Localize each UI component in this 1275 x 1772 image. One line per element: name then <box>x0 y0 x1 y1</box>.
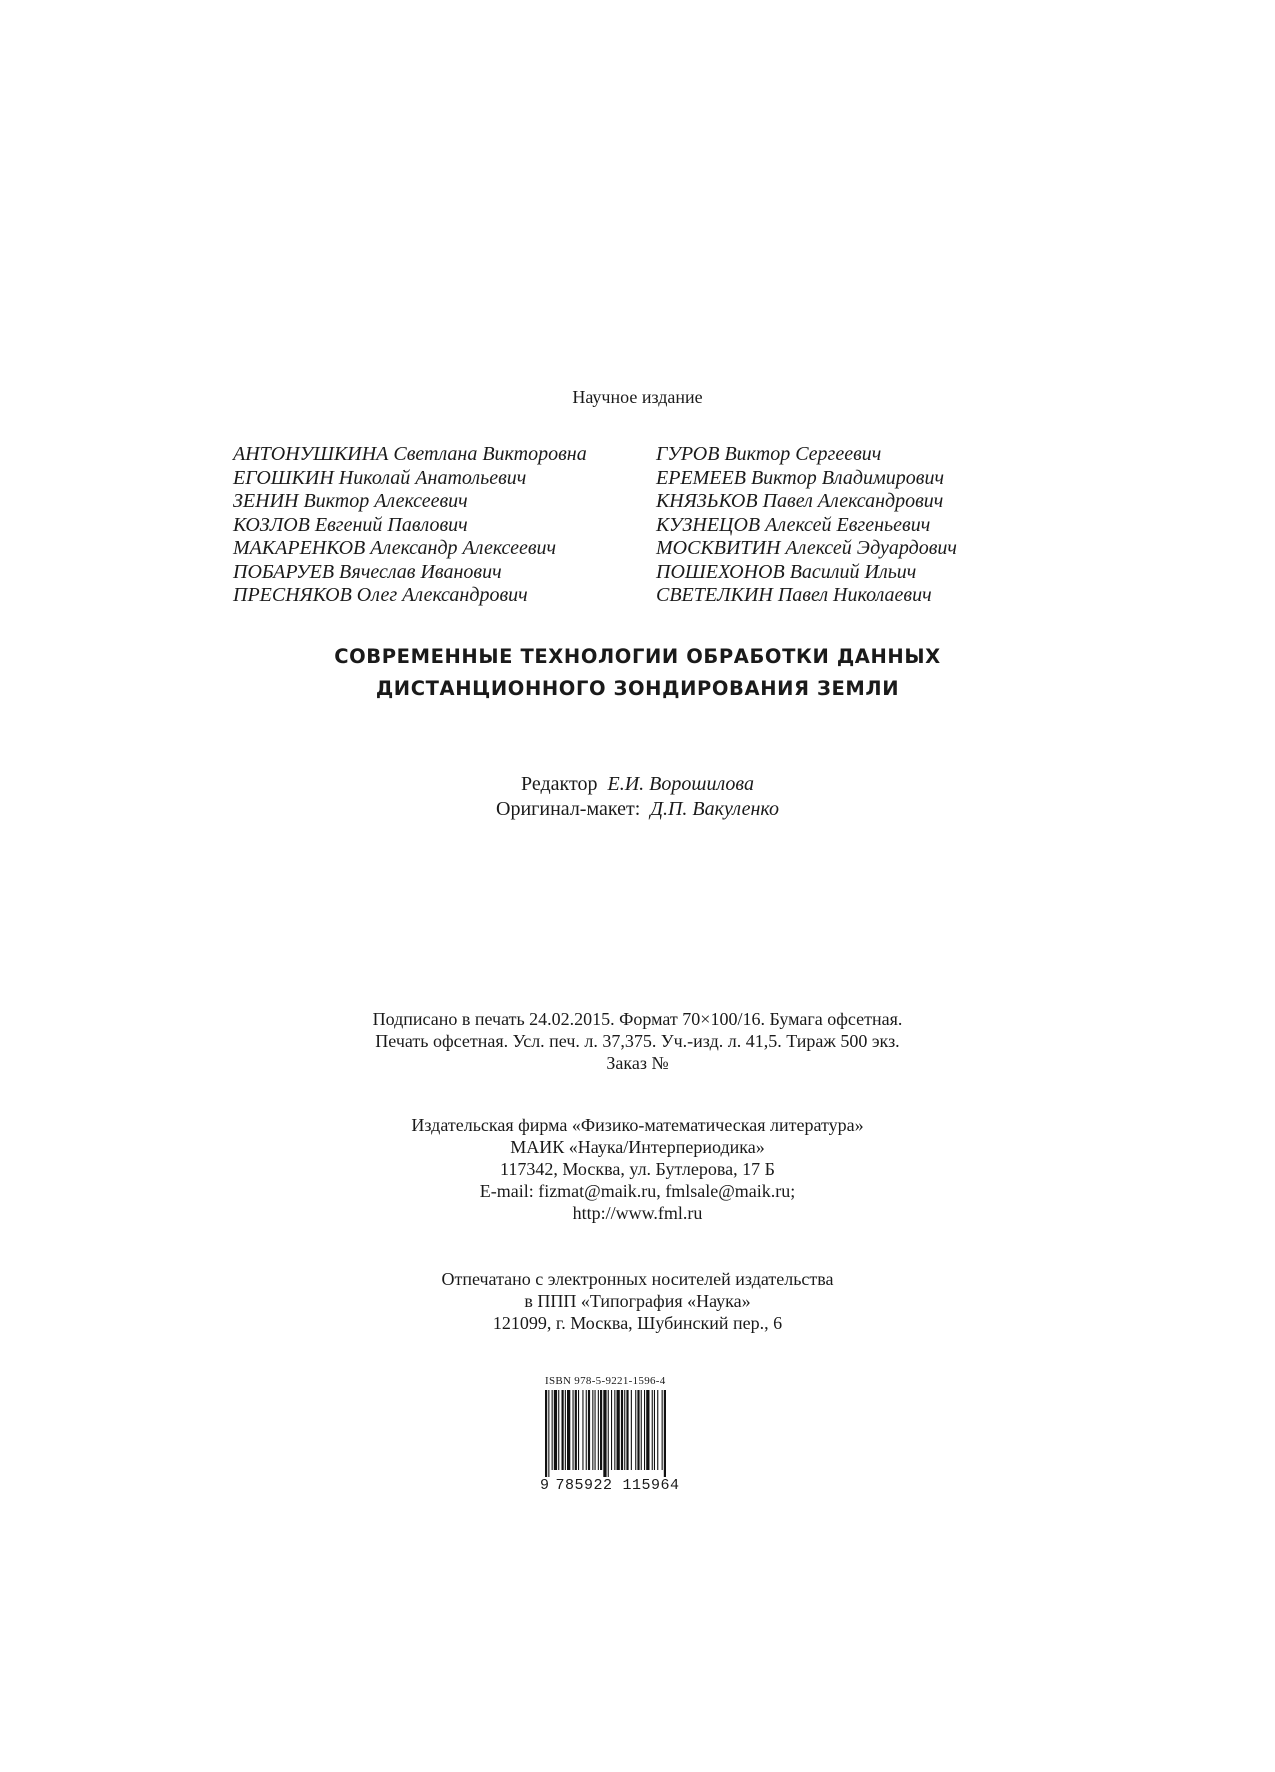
barcode-bar <box>554 1390 557 1470</box>
author-name: МОСКВИТИН Алексей Эдуардович <box>656 537 957 559</box>
barcode-bar <box>598 1390 599 1470</box>
barcode-bar <box>565 1390 566 1470</box>
printer-line: Отпечатано с электронных носителей издательства <box>441 1269 834 1289</box>
author-name: ПОБАРУЕВ Вячеслав Иванович <box>233 560 502 583</box>
print-info-line: Подписано в печать 24.02.2015. Формат 70×100/16. Бумага офсетная. <box>372 1009 903 1029</box>
author-name: ПОШЕХОНОВ Василий Ильич <box>656 560 917 583</box>
author-name: ЗЕНИН Виктор Алексеевич <box>233 490 468 512</box>
barcode-bar <box>603 1390 606 1477</box>
author-name: ЕРЕМЕЕВ Виктор Владимирович <box>656 466 944 489</box>
publisher-line: http://www.fml.ru <box>572 1203 703 1223</box>
editor-name: Е.И. Ворошилова <box>607 773 754 795</box>
barcode-bar <box>631 1390 632 1470</box>
barcode-bar <box>654 1390 655 1470</box>
barcode-bar <box>582 1390 583 1470</box>
barcode-icon <box>543 1390 693 1477</box>
barcode-bar <box>588 1390 590 1470</box>
barcode-bar <box>637 1390 639 1470</box>
author-name: ГУРОВ Виктор Сергеевич <box>656 443 882 465</box>
author-name: КОЗЛОВ Евгений Павлович <box>233 513 468 536</box>
barcode-bar <box>562 1390 564 1470</box>
barcode-bar <box>657 1390 658 1470</box>
authors-column-right <box>656 443 957 608</box>
barcode-bar <box>608 1390 609 1477</box>
layout-name: Д.П. Вакуленко <box>650 798 779 820</box>
author-name: ПРЕСНЯКОВ Олег Александрович <box>233 584 528 606</box>
barcode-bar <box>626 1390 628 1470</box>
barcode-bar <box>646 1390 649 1470</box>
barcode-bar <box>548 1390 549 1477</box>
book-title-line: СОВРЕМЕННЫЕ ТЕХНОЛОГИИ ОБРАБОТКИ ДАННЫХ <box>334 645 941 668</box>
book-title <box>0 641 1275 705</box>
barcode-bar <box>558 1390 559 1470</box>
publisher-line: 117342, Москва, ул. Бутлерова, 17 Б <box>500 1159 775 1179</box>
barcode-bar <box>578 1390 579 1470</box>
printer-info <box>0 1268 1275 1334</box>
barcode-bar <box>552 1390 553 1470</box>
barcode-bar <box>611 1390 612 1470</box>
authors-column-left <box>233 443 587 608</box>
author-name: АНТОНУШКИНА Светлана Викторовна <box>233 443 587 465</box>
author-name: КНЯЗЬКОВ Павел Александрович <box>656 490 944 512</box>
book-title-line: ДИСТАНЦИОННОГО ЗОНДИРОВАНИЯ ЗЕМЛИ <box>375 677 900 700</box>
barcode-bar <box>641 1390 642 1470</box>
layout-credit <box>0 797 1275 822</box>
barcode-bar <box>567 1390 570 1470</box>
print-info-line: Печать офсетная. Усл. печ. л. 37,375. Уч.-изд. л. 41,5. Тираж 500 экз. <box>375 1031 900 1051</box>
barcode-bar <box>664 1390 666 1477</box>
author-name: СВЕТЕЛКИН Павел Николаевич <box>656 584 932 606</box>
barcode-digit-first: 9 <box>540 1477 550 1494</box>
barcode-digits-left: 785922 <box>555 1477 613 1494</box>
barcode-bar <box>592 1390 593 1470</box>
printer-line: в ППП «Типография «Наука» <box>524 1291 751 1311</box>
edition-type: Научное издание <box>572 387 703 407</box>
author-name: МАКАРЕНКОВ Александр Алексеевич <box>233 537 557 559</box>
publisher-line: E-mail: fizmat@maik.ru, fmlsale@maik.ru; <box>479 1181 796 1201</box>
barcode-bar <box>545 1390 547 1477</box>
barcode-bar <box>624 1390 625 1470</box>
publisher-line: МАИК «Наука/Интерпериодика» <box>510 1137 765 1157</box>
barcode-bar <box>644 1390 645 1470</box>
publisher-info <box>0 1114 1275 1224</box>
printer-line: 121099, г. Москва, Шубинский пер., 6 <box>492 1313 783 1333</box>
layout-label: Оригинал-макет: <box>496 798 641 820</box>
isbn-label: ISBN 978-5-9221-1596-4 <box>545 1375 666 1387</box>
editor-label: Редактор <box>521 773 598 795</box>
editor-credit <box>0 772 1275 797</box>
barcode-bar <box>621 1390 623 1470</box>
barcode-digits-right: 115964 <box>622 1477 680 1494</box>
barcode-bar <box>652 1390 653 1470</box>
barcode-digits <box>540 1477 680 1494</box>
barcode-bar <box>575 1390 577 1470</box>
barcode-bar <box>586 1390 587 1470</box>
barcode-bar <box>635 1390 636 1470</box>
print-info <box>0 1008 1275 1074</box>
barcode-bar <box>662 1390 663 1470</box>
print-info-line: Заказ № <box>606 1053 669 1073</box>
barcode-bar <box>614 1390 615 1470</box>
barcode-bar <box>600 1390 602 1470</box>
publisher-line: Издательская фирма «Физико-математическая литература» <box>411 1115 864 1135</box>
barcode-bar <box>595 1390 596 1470</box>
barcode-bar <box>617 1390 620 1470</box>
barcode-bar <box>573 1390 574 1470</box>
credits <box>0 772 1275 822</box>
author-name: КУЗНЕЦОВ Алексей Евгеньевич <box>656 513 931 536</box>
author-name: ЕГОШКИН Николай Анатольевич <box>233 466 527 489</box>
